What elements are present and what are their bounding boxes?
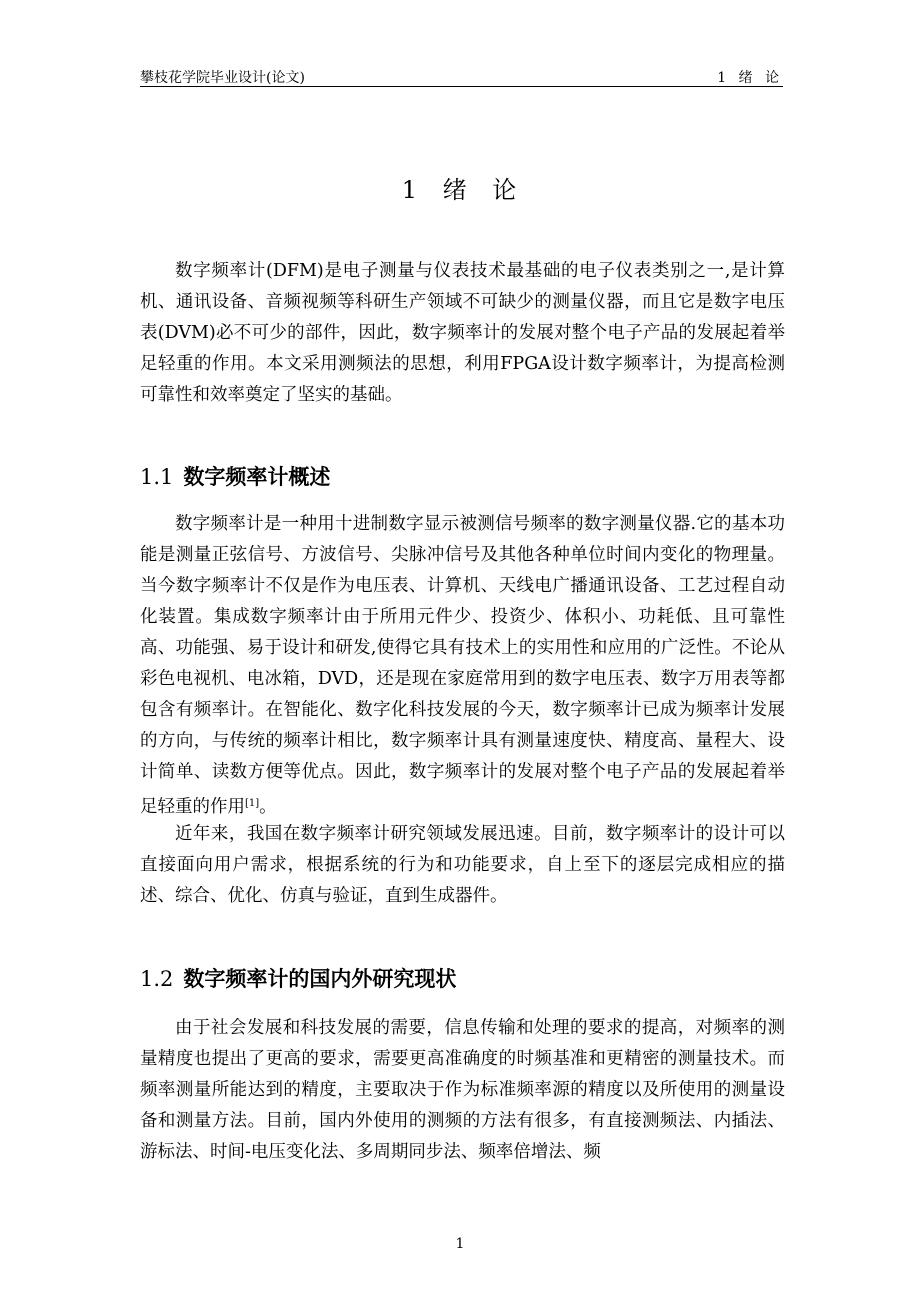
section-number: 1.2 [140,967,174,991]
section-heading-1-2 [140,963,456,993]
page-number: 1 [455,1236,465,1252]
citation-reference: [1] [245,798,260,809]
paragraph-end-punctuation: 。 [259,797,277,817]
page-header [140,64,783,87]
chapter-title: 1 绪 论 [401,176,519,204]
section-1-1-paragraph-1 [140,509,785,823]
intro-paragraph: 数字频率计(DFM)是电子测量与仪表技术最基础的电子仪表类别之一,是计算机、通讯设备、音频视频等科研生产领域不可缺少的测量仪器，而且它是数字电压表(DVM)必不可少的部件，因此，数字频率计的发展对整个电子产品的发展起着举足轻重的作用。本文采用测频法的思想，利用FPGA设计数字频率计，为提高检测可靠性和效率奠定了坚实的基础。 [140,261,785,405]
header-thesis-label: 攀枝花学院毕业设计(论文) [140,70,305,86]
paragraph-text: 数字频率计是一种用十进制数字显示被测信号频率的数字测量仪器.它的基本功能是测量正弦信号、方波信号、尖脉冲信号及其他各种单位时间内变化的物理量。当今数字频率计不仅是作为电压表、计算机、天线电广播通讯设备、工艺过程自动化装置。集成数字频率计由于所用元件少、投资少、体积小、功耗低、且可靠性高、功能强、易于设计和研发,使得它具有技术上的实用性和应用的广泛性。不论从彩色电视机、电冰箱，DVD，还是现在家庭常用到的数字电压表、数字万用表等都包含有频率计。在智能化、数字化科技发展的今天，数字频率计已成为频率计发展的方向，与传统的频率计相比，数字频率计具有测量速度快、精度高、量程大、设计简单、读数方便等优点。因此，数字频率计的发展对整个电子产品的发展起着举足轻重的作用 [140,514,785,817]
header-chapter-label: 1 绪 论 [717,70,779,86]
section-title-text: 数字频率计概述 [183,464,331,489]
section-1-2-paragraph-1: 由于社会发展和科技发展的需要，信息传输和处理的要求的提高，对频率的测量精度也提出了更高的要求，需要更高准确度的时频基准和更精密的测量技术。而频率测量所能达到的精度，主要取决于作为标准频率源的精度以及所使用的测量设备和测量方法。目前，国内外使用的测频的方法有很多，有直接测频法、内插法、游标法、时间-电压变化法、多周期同步法、频率倍增法、频 [140,1018,785,1162]
section-1-1-paragraph-2: 近年来，我国在数字频率计研究领域发展迅速。目前，数字频率计的设计可以直接面向用户需求，根据系统的行为和功能要求，自上至下的逐层完成相应的描述、综合、优化、仿真与验证，直到生成器件。 [140,824,785,906]
section-number: 1.1 [140,465,174,489]
section-heading-1-1 [140,461,330,491]
section-title-text: 数字频率计的国内外研究现状 [183,966,457,991]
